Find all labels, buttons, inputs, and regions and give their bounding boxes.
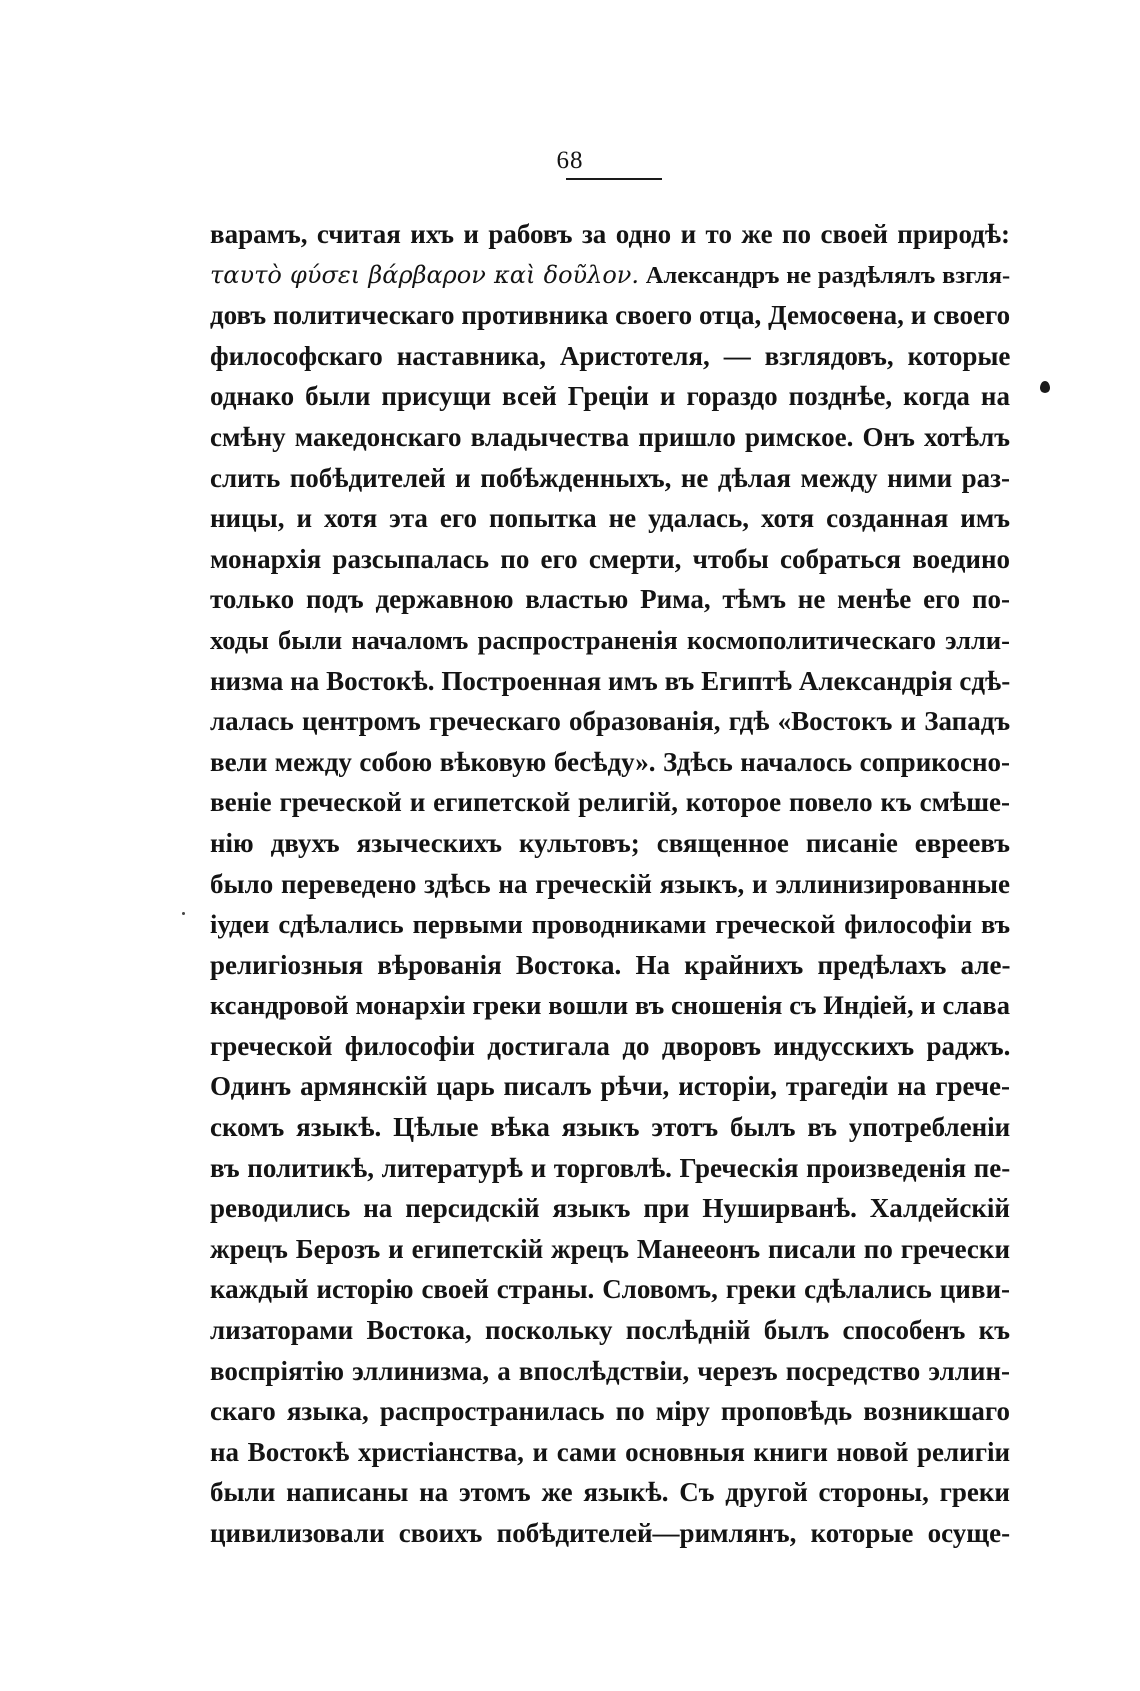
text-line: религіозныя вѣрованія Востока. На крайнихъ предѣлахъ але- bbox=[210, 949, 1011, 980]
text-line: однако были присущи всей Греціи и гораздо позднѣе, когда на bbox=[210, 381, 1010, 412]
text-line: философскаго наставника, Аристотеля, — взглядовъ, которые bbox=[210, 340, 1011, 371]
text-line: жрецъ Берозъ и египетскій жрецъ Манееонъ писали по гречески bbox=[210, 1233, 1010, 1264]
text-line: воспріятію эллинизма, а впослѣдствіи, черезъ посредство эллин- bbox=[210, 1355, 1010, 1386]
text-line: варамъ, считая ихъ и рабовъ за одно и то же по своей природѣ: bbox=[210, 219, 1011, 249]
text-line: въ политикѣ, литературѣ и торговлѣ. Греческія произведенія пе- bbox=[210, 1152, 1011, 1183]
text-line: ницы, и хотя эта его попытка не удалась, хотя созданная имъ bbox=[210, 503, 1010, 534]
text-line: лизаторами Востока, поскольку послѣдній былъ способенъ къ bbox=[210, 1315, 1010, 1346]
text-line: было переведено здѣсь на греческій языкъ, и эллинизированные bbox=[210, 868, 1010, 899]
text-line: реводились на персидскій языкъ при Нуширванѣ. Халдейскій bbox=[210, 1193, 1010, 1224]
text-line: довъ политическаго противника своего отца, Демосѳена, и своего bbox=[210, 300, 1011, 331]
text-line: ксандровой монархіи греки вошли въ сношенія съ Индіей, и слава bbox=[210, 990, 1010, 1021]
text-line: были написаны на этомъ же языкѣ. Съ другой стороны, греки bbox=[210, 1477, 1010, 1508]
text-line: вели между собою вѣковую бесѣду». Здѣсь началось соприкосно- bbox=[210, 746, 1010, 777]
text-line: ταυτὸ φύσει βάρβαρον καὶ δοῦλον. Александръ не раздѣлялъ взгля- bbox=[210, 260, 1011, 289]
body-text bbox=[210, 214, 1010, 1554]
text-line: только подъ державною властью Рима, тѣмъ не менѣе его по- bbox=[210, 584, 1010, 615]
text-line: іудеи сдѣлались первыми проводниками греческой философіи въ bbox=[210, 909, 1011, 940]
text-line: лалась центромъ греческаго образованія, гдѣ «Востокъ и Западъ bbox=[210, 706, 1011, 737]
header-rule bbox=[566, 178, 662, 180]
margin-speck bbox=[182, 912, 185, 915]
text-line: монархія разсыпалась по его смерти, чтобы собраться воедино bbox=[210, 543, 1010, 574]
text-line: Одинъ армянскій царь писалъ рѣчи, исторіи, трагедіи на грече- bbox=[210, 1071, 1010, 1102]
text-line: каждый исторію своей страны. Словомъ, греки сдѣлались циви- bbox=[210, 1274, 1010, 1305]
text-line: слить побѣдителей и побѣжденныхъ, не дѣлая между ними раз- bbox=[210, 462, 1011, 493]
text-line: низма на Востокѣ. Построенная имъ въ Египтѣ Александрія сдѣ- bbox=[210, 665, 1011, 696]
greek-quote: ταυτὸ φύσει βάρβαρον καὶ δοῦλον. bbox=[210, 260, 640, 289]
text-line: ходы были началомъ распространенія космополитическаго элли- bbox=[210, 624, 1010, 655]
text-line: нію двухъ языческихъ культовъ; священное писаніе евреевъ bbox=[210, 827, 1010, 858]
text-line: скаго языка, распространилась по міру проповѣдь возникшаго bbox=[210, 1396, 1010, 1427]
text-line: цивилизовали своихъ побѣдителей—римлянъ, которые осуще- bbox=[210, 1518, 1011, 1548]
text-line: на Востокѣ христіанства, и сами основныя книги новой религіи bbox=[210, 1436, 1011, 1467]
text-line: скомъ языкѣ. Цѣлые вѣка языкъ этотъ былъ въ употребленіи bbox=[210, 1112, 1011, 1143]
page-number: 68 bbox=[556, 147, 584, 174]
text-line: греческой философіи достигала до дворовъ индусскихъ раджъ. bbox=[210, 1030, 1011, 1061]
text-line: смѣну македонскаго владычества пришло римское. Онъ хотѣлъ bbox=[210, 421, 1010, 452]
margin-ink-mark bbox=[1040, 381, 1050, 393]
text-line: веніе греческой и египетской религій, которое повело къ смѣше- bbox=[210, 787, 1010, 818]
